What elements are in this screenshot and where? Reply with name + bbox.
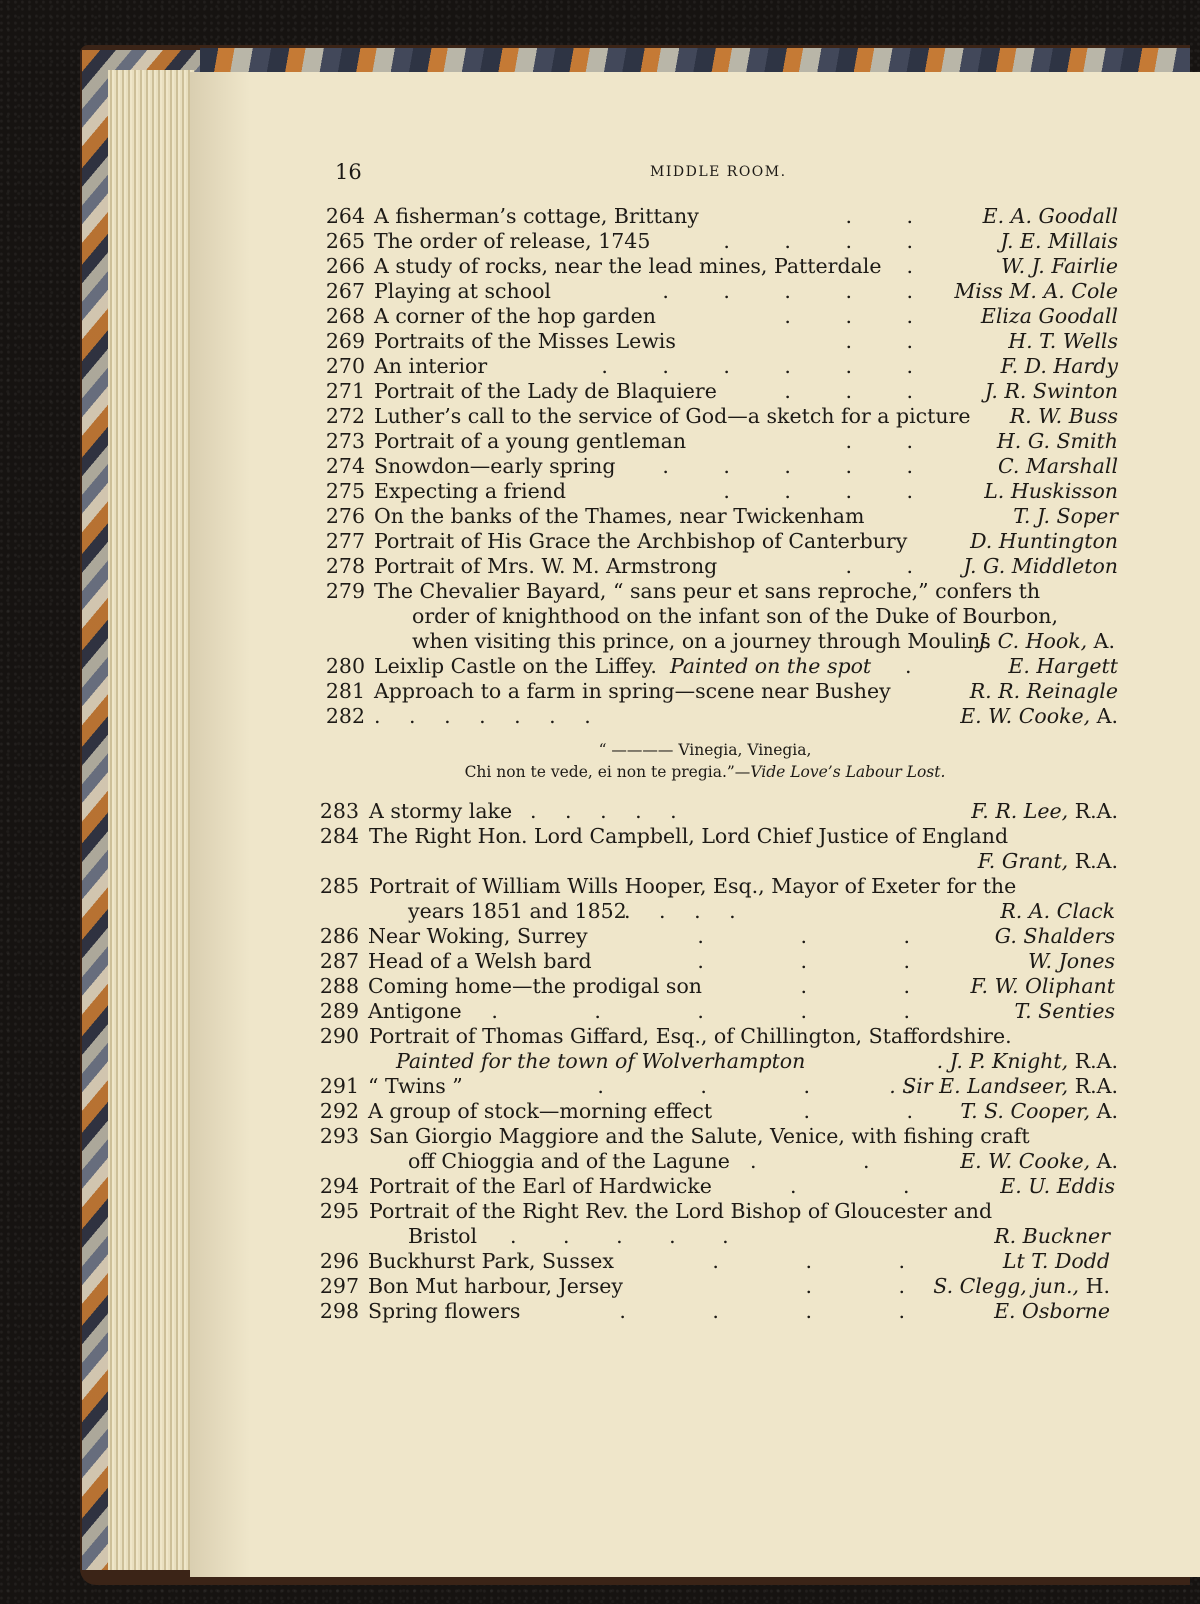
dot-leaders: . . . . . . [601,354,913,378]
entry-number: 277 [325,529,365,553]
entry-title: Snowdon—early spring [374,454,616,478]
entry-title-cont: Bristol [408,1224,478,1248]
entry-282 [320,704,1200,729]
entry-283 [320,799,1200,824]
entry-278 [320,554,1200,579]
page-number: 16 [335,160,362,184]
entry-number: 271 [325,379,365,403]
entry-273 [320,429,1200,454]
dot-leaders: . . [800,974,910,998]
dot-leaders: . . . . . [662,279,913,303]
entry-290 [320,1024,1200,1049]
dot-leaders: . . [845,204,913,228]
entry-266 [320,254,1200,279]
entry-title: On the banks of the Thames, near Twickenham [374,504,865,528]
dot-leaders: . . [750,1149,870,1173]
entry-number: 298 [319,1299,359,1323]
entry-title: The Right Hon. Lord Campbell, Lord Chief Justice of England [369,824,1009,848]
page-header [190,160,1200,190]
entry-artist: F. D. Hardy [1000,354,1118,378]
entry-276 [320,504,1200,529]
dot-leaders: . . . . . . . [374,704,591,728]
entry-number: 288 [319,974,359,998]
dot-leaders: . . [803,1099,913,1123]
entry-title: Approach to a farm in spring—scene near Bushey [374,679,891,703]
entry-title: A study of rocks, near the lead mines, Patterdale [374,254,882,278]
entry-number: 285 [319,874,359,898]
entry-285-cont [320,899,1200,924]
entry-296 [320,1249,1200,1274]
entry-artist: T. S. Cooper, A. [960,1099,1118,1123]
entry-title-cont: off Chioggia and of the Lagune [408,1149,730,1173]
entry-title: Portrait of His Grace the Archbishop of Canterbury [374,529,908,553]
dot-leaders: . . . . [619,1299,905,1323]
entry-title: Leixlip Castle on the Liffey. Painted on the spot [374,654,872,678]
dot-leaders: . . . . [723,229,913,253]
entry-title: A group of stock—morning effect [368,1099,713,1123]
entry-artist: Miss M. A. Cole [954,279,1118,303]
entry-286 [320,924,1200,949]
dot-leaders: . . . [712,1249,905,1273]
entry-292 [320,1099,1200,1124]
entries [320,204,1200,1324]
entry-title: Portrait of William Wills Hooper, Esq., Mayor of Exeter for the [369,874,1017,898]
entry-artist: W. J. Fairlie [1001,254,1118,278]
entry-number: 296 [319,1249,359,1273]
entry-number: 270 [325,354,365,378]
dot-leaders: . . . [697,924,910,948]
entry-297 [320,1274,1200,1299]
entry-number: 284 [319,824,359,848]
page-stack [108,70,194,1570]
entry-270 [320,354,1200,379]
entry-293 [320,1124,1200,1149]
entry-title: Buckhurst Park, Sussex [368,1249,614,1273]
entry-title: Antigone [368,999,462,1023]
entry-275 [320,479,1200,504]
entry-title-cont: when visiting this prince, on a journey through Moulins [412,629,991,653]
entry-artist: J. C. Hook, A. [978,629,1115,653]
entry-284-cont [320,849,1200,874]
dot-leaders: . [905,654,912,678]
entry-272 [320,404,1200,429]
entry-number: 281 [325,679,365,703]
entry-279-cont [320,629,1200,654]
entry-artist: R. A. Clack [1000,899,1115,923]
entry-title: A fisherman’s cottage, Brittany [374,204,699,228]
dot-leaders: . . . . [624,899,736,923]
entry-artist: G. Shalders [994,924,1115,948]
entry-artist: . J. P. Knight, R.A. [936,1049,1118,1073]
entry-number: 267 [325,279,365,303]
dot-leaders: . . . . . [530,799,677,823]
entry-285 [320,874,1200,899]
entry-number: 291 [319,1074,359,1098]
dot-leaders: . . . [784,379,913,403]
entry-artist: H. G. Smith [996,429,1118,453]
entry-title: Portrait of a young gentleman [374,429,687,453]
entry-artist: E. U. Eddis [1000,1174,1115,1198]
dot-leaders: . . [845,329,913,353]
entry-artist: T. Senties [1014,999,1115,1023]
entry-295-cont [320,1224,1200,1249]
entry-number: 274 [325,454,365,478]
entry-271 [320,379,1200,404]
quote-line-2: Chi non te vede, ei non te pregia.”—Vide Love’s Labour Lost. [464,763,946,781]
entry-268 [320,304,1200,329]
dot-leaders: . . . . . [510,1224,729,1248]
dot-leaders: . . . [784,304,913,328]
entry-291 [320,1074,1200,1099]
entry-number: 282 [325,704,365,728]
entry-288 [320,974,1200,999]
entry-number: 286 [319,924,359,948]
entry-title: Luther’s call to the service of God—a sketch for a picture [374,404,971,428]
entry-title-cont: Painted for the town of Wolverhampton [396,1049,806,1073]
entry-title: Portraits of the Misses Lewis [374,329,676,353]
entry-title: Portrait of the Lady de Blaquiere [374,379,717,403]
entry-artist: F. R. Lee, R.A. [971,799,1118,823]
entry-title-cont: years 1851 and 1852 [408,899,627,923]
entry-279 [320,579,1200,604]
quote-line-1: “ ———— Vinegia, Vinegia, [598,741,812,759]
entry-artist: D. Huntington [970,529,1118,553]
entry-artist: J. E. Millais [1000,229,1118,253]
entry-title: Expecting a friend [374,479,567,503]
entry-artist: R. W. Buss [1009,404,1118,428]
entry-281 [320,679,1200,704]
entry-title: Portrait of the Earl of Hardwicke [369,1174,712,1198]
dot-leaders: . . . . [597,1074,913,1098]
entry-269 [320,329,1200,354]
entry-artist: E. Hargett [1008,654,1118,678]
entry-title: Playing at school [374,279,551,303]
entry-title: A stormy lake [369,799,513,823]
entry-title: Coming home—the prodigal son [368,974,702,998]
entry-264 [320,204,1200,229]
entry-title: Bon Mut harbour, Jersey [368,1274,623,1298]
entry-number: 279 [325,579,365,603]
entry-280 [320,654,1200,679]
entry-number: 276 [325,504,365,528]
entry-number: 297 [319,1274,359,1298]
entry-artist: T. J. Soper [1013,504,1118,528]
entry-artist: R. R. Reinagle [969,679,1118,703]
entry-title: Portrait of Thomas Giffard, Esq., of Chillington, Staffordshire. [369,1024,1012,1048]
entry-number: 287 [319,949,359,973]
entry-title: The order of release, 1745 [374,229,651,253]
entry-number: 280 [325,654,365,678]
entry-number: 265 [325,229,365,253]
entry-number: 278 [325,554,365,578]
dot-leaders: . . . . . [662,454,913,478]
entry-title: Near Woking, Surrey [368,924,588,948]
entry-287 [320,949,1200,974]
entry-artist: E. W. Cooke, A. [960,1149,1118,1173]
entry-title: Spring flowers [368,1299,521,1323]
entry-artist: J. G. Middleton [963,554,1118,578]
entry-artist: H. T. Wells [1008,329,1118,353]
entry-title: “ Twins ” [368,1074,463,1098]
entry-artist: F. Grant, R.A. [977,849,1118,873]
entry-title-cont: order of knighthood on the infant son of the Duke of Bourbon, [412,604,1058,628]
entry-number: 268 [325,304,365,328]
entry-title: Head of a Welsh bard [368,949,592,973]
entry-number: 283 [319,799,359,823]
entry-artist: C. Marshall [997,454,1118,478]
entry-293-cont [320,1149,1200,1174]
dot-leaders: . . [805,1274,905,1298]
entry-number: 266 [325,254,365,278]
entry-artist: F. W. Oliphant [970,974,1115,998]
catalogue-page [190,72,1200,1577]
entry-artist: W. Jones [1028,949,1115,973]
entry-title: Portrait of Mrs. W. M. Armstrong [374,554,718,578]
entry-289 [320,999,1200,1024]
entry-274 [320,454,1200,479]
entry-title: A corner of the hop garden [374,304,656,328]
entry-title: San Giorgio Maggiore and the Salute, Venice, with fishing craft [369,1124,1030,1148]
entry-284 [320,824,1200,849]
entry-265 [320,229,1200,254]
running-head: MIDDLE ROOM. [650,164,787,180]
entry-artist: E. A. Goodall [982,204,1118,228]
entry-number: 264 [325,204,365,228]
dot-leaders: . . . . [723,479,913,503]
dot-leaders: . . [845,429,913,453]
quotation [320,729,1200,799]
entry-artist: L. Huskisson [984,479,1118,503]
entry-290-cont [320,1049,1200,1074]
dot-leaders: . . . [697,949,910,973]
entry-277 [320,529,1200,554]
entry-294 [320,1174,1200,1199]
entry-number: 273 [325,429,365,453]
entry-artist: E. Osborne [994,1299,1110,1323]
entry-number: 272 [325,404,365,428]
entry-298 [320,1299,1200,1324]
entry-number: 289 [319,999,359,1023]
entry-title: The Chevalier Bayard, “ sans peur et sans reproche,” confers th [374,579,1041,603]
entry-295 [320,1199,1200,1224]
entry-artist: R. Buckner [994,1224,1110,1248]
entry-artist: J. R. Swinton [984,379,1118,403]
entry-artist: . Sir E. Landseer, R.A. [889,1074,1118,1098]
entry-artist: S. Clegg, jun., H. [933,1274,1110,1298]
entry-title: An interior [374,354,488,378]
entry-number: 269 [325,329,365,353]
entry-title: Portrait of the Right Rev. the Lord Bishop of Gloucester and [369,1199,993,1223]
dot-leaders: . . [790,1174,910,1198]
entry-artist: E. W. Cooke, A. [960,704,1118,728]
entry-number: 290 [319,1024,359,1048]
entry-number: 275 [325,479,365,503]
entry-artist: Eliza Goodall [980,304,1118,328]
entry-number: 295 [319,1199,359,1223]
dot-leaders: . [906,254,913,278]
entry-number: 294 [319,1174,359,1198]
entry-279-cont [320,604,1200,629]
entry-number: 292 [319,1099,359,1123]
entry-267 [320,279,1200,304]
entry-artist: Lt T. Dodd [1002,1249,1110,1273]
dot-leaders: . . . . . [491,999,910,1023]
entry-number: 293 [319,1124,359,1148]
dot-leaders: . . [845,554,913,578]
